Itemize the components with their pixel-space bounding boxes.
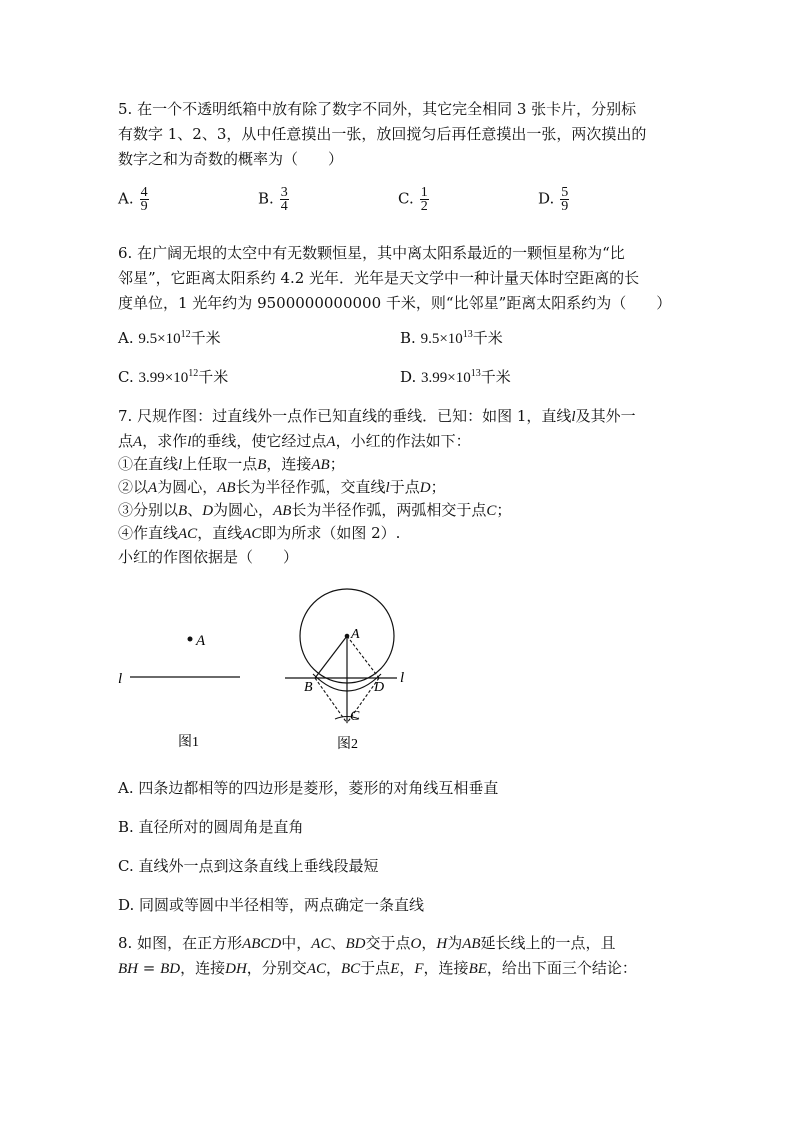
q7-option-c: C. 直线外一点到这条直线上垂线段最短 [118, 857, 379, 875]
fig2-label-l: l [400, 670, 405, 686]
q5-option-a: A. $\frac{4}{9}$ [118, 185, 148, 214]
fig2-caption: 图2 [337, 737, 358, 752]
fig2-dashed-ad [347, 636, 379, 678]
q5-line-2: 有数字 1、2、3，从中任意摸出一张，放回搅匀后再任意摸出一张，两次摸出的 [118, 125, 647, 143]
q6-line-2: 邻星”，它距离太阳系约 4.2 光年．光年是天文学中一种计量天体时空距离的长 [118, 269, 640, 287]
fig2-segment-ab [315, 636, 347, 678]
fig2-dashed-bc [315, 678, 347, 723]
q5-option-d: D. $\frac{5}{9}$ [538, 185, 569, 214]
q7-line-2: 点A，求作l的垂线，使它经过点A，小红的作法如下： [118, 432, 471, 450]
q7-option-b: B. 直径所对的圆周角是直角 [118, 818, 304, 836]
figure-2 [285, 588, 415, 758]
q6-line-1: 6. 在广阔无垠的太空中有无数颗恒星，其中离太阳系最近的一颗恒星称为“比 [118, 244, 625, 262]
fig2-point-a-dot [345, 634, 350, 639]
q7-step-3: ③分别以B、D为圆心，AB长为半径作弧，两弧相交于点C； [118, 501, 512, 519]
fig2-label-c: C [350, 709, 360, 724]
figure-1 [110, 620, 250, 755]
q7-step-4: ④作直线AC，直线AC即为所求（如图 2）. [118, 524, 401, 542]
fig2-label-a: A [351, 627, 360, 642]
q8-line-2: BH = BD，连接DH，分别交AC，BC于点E，F，连接BE，给出下面三个结论： [118, 959, 637, 977]
q7-step-2: ②以A为圆心，AB长为半径作弧，交直线l于点D； [118, 478, 446, 496]
q7-option-d: D. 同圆或等圆中半径相等，两点确定一条直线 [118, 896, 425, 914]
fig2-label-d: D [374, 680, 385, 695]
q6-line-3: 度单位，1 光年约为 9500000000000 千米，则“比邻星”距离太阳系约为（ ） [118, 294, 672, 312]
q6-option-c: C. $3.99\times 10^{12}$千米 [118, 368, 229, 386]
fig1-label-a: A [196, 633, 206, 649]
point-a-dot [188, 637, 193, 642]
q5-option-b: B. $\frac{3}{4}$ [258, 185, 288, 214]
q7-basis: 小红的作图依据是（ ） [118, 548, 299, 566]
q6-option-d: D. $3.99\times 10^{13}$千米 [400, 368, 511, 386]
fig1-caption: 图1 [178, 735, 199, 750]
q5-line-3: 数字之和为奇数的概率为（ ） [118, 150, 344, 168]
q7-option-a: A. 四条边都相等的四边形是菱形，菱形的对角线互相垂直 [118, 779, 499, 797]
q6-option-b: B. $9.5\times 10^{13}$千米 [400, 329, 503, 347]
q7-line-1: 7. 尺规作图：过直线外一点作已知直线的垂线．已知：如图 1，直线l及其外一 [118, 407, 636, 425]
q7-step-1: ①在直线l上任取一点B，连接AB； [118, 455, 345, 473]
q8-line-1: 8. 如图，在正方形ABCD中，AC、BD交于点O，H为AB延长线上的一点，且 [118, 934, 616, 952]
q5-line-1: 5. 在一个不透明纸箱中放有除了数字不同外，其它完全相同 3 张卡片，分别标 [118, 100, 637, 118]
fig1-label-l: l [118, 671, 123, 687]
q6-option-a: A. $9.5\times 10^{12}$千米 [118, 329, 221, 347]
fig2-label-b: B [304, 680, 313, 695]
q5-option-c: C. $\frac{1}{2}$ [398, 185, 428, 214]
